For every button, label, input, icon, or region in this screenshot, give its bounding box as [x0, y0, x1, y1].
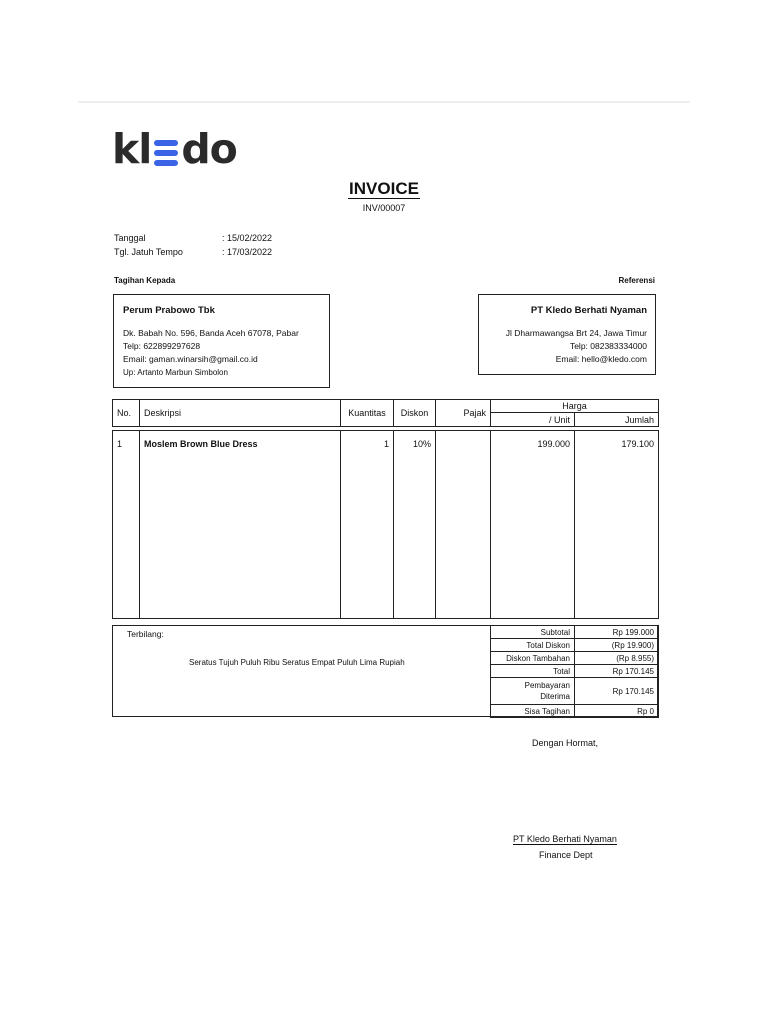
- summary-table: [490, 625, 659, 718]
- item-no: 1: [113, 431, 140, 619]
- page-top-divider: [78, 101, 690, 103]
- item-qty: 1: [341, 431, 394, 619]
- customer-address: Dk. Babah No. 596, Banda Aceh 67078, Pabar: [123, 328, 299, 338]
- balance-label: Sisa Tagihan: [491, 705, 575, 718]
- item-tax: [436, 431, 491, 619]
- total-label: Total: [491, 665, 575, 678]
- bill-to-label: Tagihan Kepada: [114, 276, 176, 285]
- company-box: [478, 294, 656, 375]
- item-total: 179.100: [575, 431, 659, 619]
- date-value: : 15/02/2022: [222, 233, 273, 243]
- subtotal-value: Rp 199.000: [575, 626, 659, 639]
- payment-received-label-line2: Diterima: [540, 692, 570, 701]
- item-desc: Moslem Brown Blue Dress: [140, 431, 341, 619]
- customer-email: Email: gaman.winarsih@gmail.co.id: [123, 354, 258, 364]
- extra-discount-value: (Rp 8.955): [575, 652, 659, 665]
- col-price-header: Harga: [491, 400, 659, 413]
- date-label: Tanggal: [114, 233, 146, 243]
- company-address: Jl Dharmawangsa Brt 24, Jawa Timur: [505, 328, 647, 338]
- col-tax-header: Pajak: [436, 400, 491, 427]
- total-discount-label: Total Diskon: [491, 639, 575, 652]
- payment-received-value: Rp 170.145: [575, 678, 659, 705]
- kledo-logo: [112, 125, 237, 173]
- stacked-layers-icon: [153, 138, 179, 168]
- company-name: PT Kledo Berhati Nyaman: [530, 305, 647, 316]
- extra-discount-label: Diskon Tambahan: [491, 652, 575, 665]
- company-phone: Telp: 082383334000: [569, 341, 647, 351]
- col-unit-header: / Unit: [491, 413, 575, 427]
- col-total-header: Jumlah: [575, 413, 659, 427]
- item-disc: 10%: [394, 431, 436, 619]
- signatory-department: Finance Dept: [539, 850, 593, 860]
- items-table: [112, 399, 659, 619]
- invoice-title: INVOICE: [349, 179, 419, 198]
- invoice-number: INV/00007: [362, 203, 406, 213]
- logo-text-left: kl: [112, 125, 152, 173]
- amount-in-words: Seratus Tujuh Puluh Ribu Seratus Empat Puluh Lima Rupiah: [189, 658, 405, 667]
- company-email: Email: hello@kledo.com: [555, 354, 647, 364]
- customer-phone: Telp: 622899297628: [123, 341, 201, 351]
- balance-value: Rp 0: [575, 705, 659, 718]
- total-discount-value: (Rp 19.900): [575, 639, 659, 652]
- closing-greeting: Dengan Hormat,: [532, 738, 599, 748]
- due-date-label: Tgl. Jatuh Tempo: [114, 247, 183, 257]
- col-desc-header: Deskripsi: [140, 400, 341, 427]
- customer-box: [113, 294, 330, 388]
- subtotal-label: Subtotal: [491, 626, 575, 639]
- customer-name: Perum Prabowo Tbk: [123, 305, 215, 316]
- total-value: Rp 170.145: [575, 665, 659, 678]
- customer-attention: Up: Artanto Marbun Simbolon: [123, 368, 228, 377]
- amount-in-words-label: Terbilang:: [127, 629, 164, 639]
- col-no-header: No.: [113, 400, 140, 427]
- col-qty-header: Kuantitas: [341, 400, 394, 427]
- table-row: [113, 431, 659, 619]
- reference-label: Referensi: [618, 276, 655, 285]
- signatory-company: PT Kledo Berhati Nyaman: [513, 834, 617, 844]
- due-date-value: : 17/03/2022: [222, 247, 273, 257]
- payment-received-label-line1: Pembayaran: [524, 681, 570, 690]
- col-disc-header: Diskon: [394, 400, 436, 427]
- item-unit-price: 199.000: [491, 431, 575, 619]
- payment-received-label: [491, 678, 575, 705]
- logo-text-right: do: [181, 125, 237, 173]
